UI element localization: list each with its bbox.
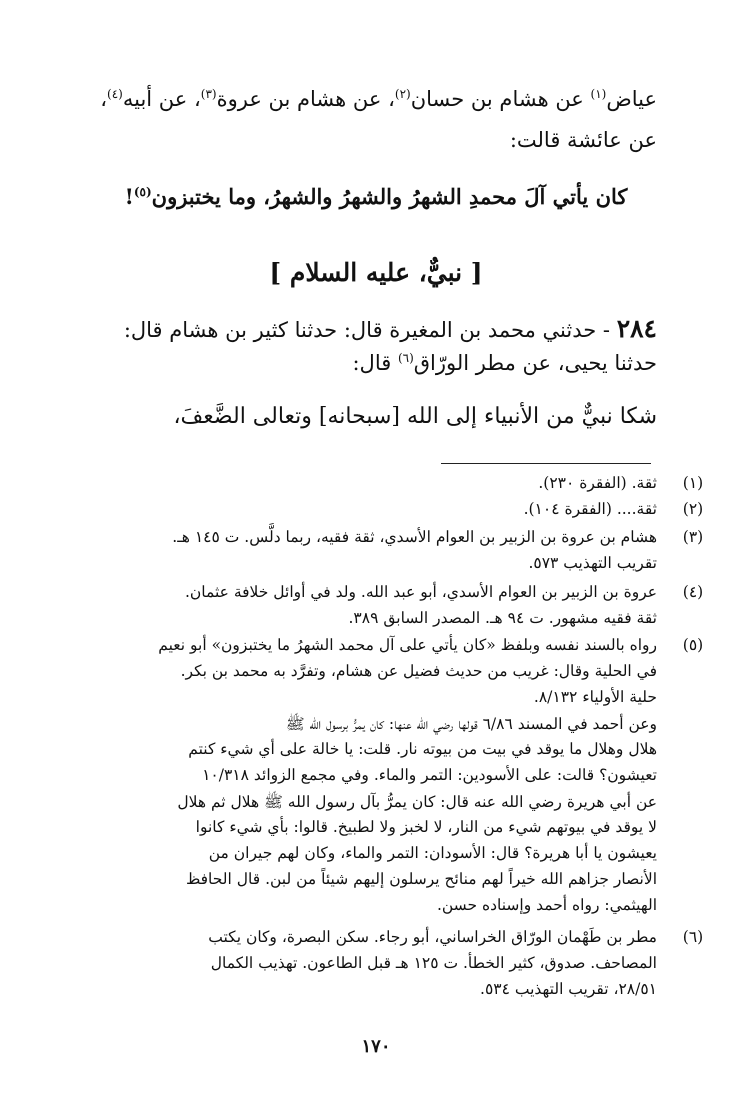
footnote-line: عن أبي هريرة رضي الله عنه قال: كان يمرُّ بآل رسول الله ﷺ هلال ثم هلال bbox=[177, 793, 657, 811]
hadith-line-1-text: - حدثني محمد بن المغيرة قال: حدثنا كثير بن هشام قال: bbox=[123, 318, 611, 342]
footnote-line: عروة بن الزبير بن العوام الأسدي، أبو عبد الله. ولد في أوائل خلافة عثمان. bbox=[184, 583, 657, 601]
footnote-line: حلية الأولياء ٨/١٣٢. bbox=[533, 688, 657, 706]
main-line-1: عياض$^{(١)}$ عن هشام بن حسان$^{(٢)}$، عن هشام بن عروة$^{(٣)}$، عن أبيه$^{(٤)}$، bbox=[100, 87, 657, 111]
hadith-line-2: حدثنا يحيى، عن مطر الورّاق$^{(٦)}$ قال: bbox=[352, 351, 657, 375]
footnote-line: المصاحف. صدوق، كثير الخطأ. ت ١٢٥ هـ قبل الطاعون. تهذيب الكمال bbox=[210, 954, 657, 972]
footnote-number: (١) bbox=[682, 474, 704, 492]
footnote-line: رواه بالسند نفسه وبلفظ «كان يأتي على آل محمد الشهرُ ما يختبزون» أبو نعيم bbox=[158, 636, 657, 654]
section-heading: [ نبيٌّ، عليه السلام ] bbox=[269, 258, 483, 287]
footnote-line: مطر بن طَهْمان الورّاق الخراساني، أبو رجاء. سكن البصرة، وكان يكتب bbox=[208, 928, 657, 946]
footnote-line: ٢٨/٥١، تقريب التهذيب ٥٣٤. bbox=[480, 980, 657, 998]
footnote-number: (٣) bbox=[682, 528, 704, 546]
footnote-line: يعيشون يا أبا هريرة؟ قال: الأسودان: التمر والماء، وكان لهم جيران من bbox=[208, 844, 657, 862]
footnote-line: لا يوقد في بيوتهم شيء من النار، لا لخبز ولا لطبيخ. قالوا: بأي شيء كانوا bbox=[195, 818, 657, 836]
page-number: ١٧٠ bbox=[361, 1036, 391, 1057]
footnote-line: ثقة فقيه مشهور. ت ٩٤ هـ. المصدر السابق ٣٨٩. bbox=[348, 609, 657, 627]
footnote-line: هلال وهلال ما يوقد في بيت من بيوته نار. قلت: يا خالة على أي شيء كنتم bbox=[188, 740, 657, 758]
footnote-line: الأنصار جزاهم الله خيراً لهم منائح يرسلون إليهم شيئاً من لبن. قال الحافظ bbox=[185, 870, 657, 888]
footnotes bbox=[95, 0, 704, 1020]
footnote-number: (٢) bbox=[682, 500, 704, 518]
footnote-line: تعيشون؟ قالت: على الأسودين: التمر والماء. وفي مجمع الزوائد ١٠/٣١٨ bbox=[202, 766, 657, 784]
main-line-2: عن عائشة قالت: bbox=[509, 128, 657, 152]
footnote-line: وعن أحمد في المسند ٦/٨٦ قولها رضي الله عنها: كان يمرُّ برسول الله ﷺ bbox=[285, 715, 657, 733]
hadith-quote: كان يأتي آلَ محمدِ الشهرُ والشهرُ والشهرُ، وما يختبزون$^{(٥)}$! bbox=[124, 184, 628, 209]
footnote-line: الهيثمي: رواه أحمد وإسناده حسن. bbox=[436, 896, 657, 914]
footnote-line: في الحلية وقال: غريب من حديث فضيل عن هشام، وتفرَّد به محمد بن بكر. bbox=[180, 662, 657, 680]
footnote-line: ثقة. (الفقرة ٢٣٠). bbox=[538, 474, 657, 492]
footnote-number: (٥) bbox=[682, 636, 704, 654]
narration-line: شكا نبيٌّ من الأنبياء إلى الله [سبحانه] وتعالى الضَّعفَ، bbox=[173, 404, 657, 429]
footnote-line: هشام بن عروة بن الزبير بن العوام الأسدي، ثقة فقيه، ربما دلَّس. ت ١٤٥ هـ. bbox=[172, 528, 657, 546]
hadith-number: ٢٨٤ bbox=[616, 314, 657, 343]
footnote-line: ثقة.... (الفقرة ١٠٤). bbox=[523, 500, 657, 518]
footnote-line: تقريب التهذيب ٥٧٣. bbox=[528, 554, 657, 572]
footnote-number: (٤) bbox=[682, 583, 704, 601]
footnote-number: (٦) bbox=[682, 928, 704, 946]
